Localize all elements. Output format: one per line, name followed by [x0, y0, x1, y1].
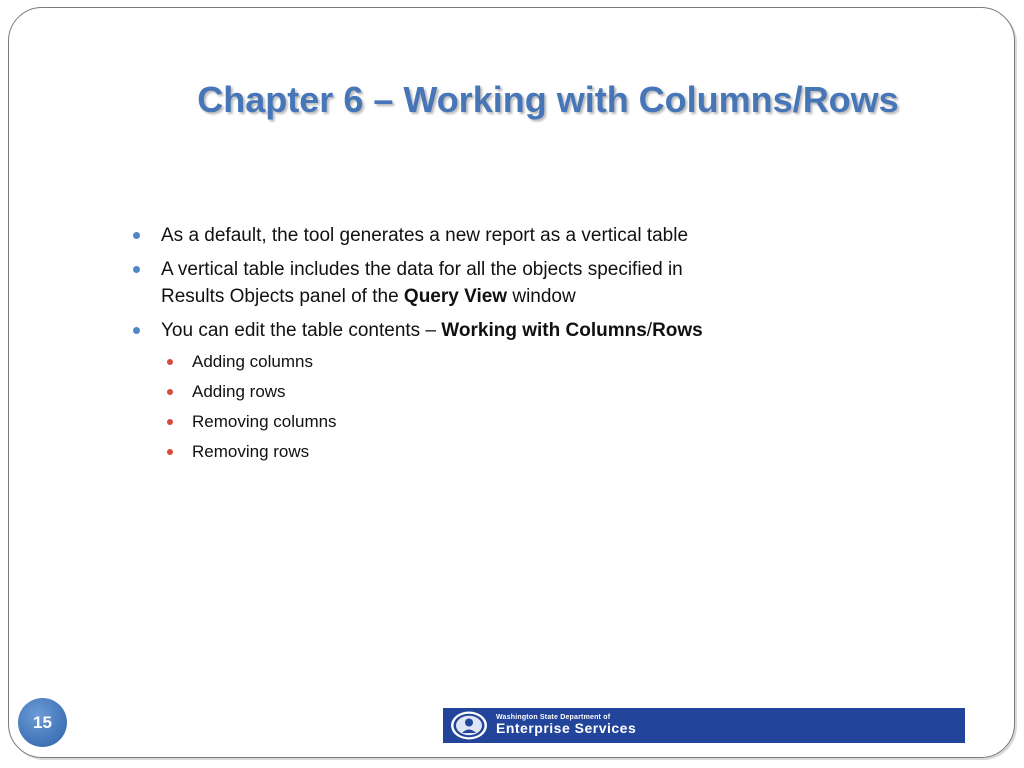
logo-big-text: Enterprise Services [496, 720, 637, 736]
sub-bullet-dot-icon [167, 359, 173, 365]
bullet-dot-icon [133, 266, 140, 273]
sub-bullet-item [130, 411, 850, 433]
logo-small-text: Washington State Department of [496, 714, 611, 721]
bullet-text-line1: A vertical table includes the data for all the objects specified in [161, 259, 683, 280]
sub-bullet-text: Removing columns [192, 412, 337, 431]
sub-bullet-item [130, 351, 850, 373]
sub-bullet-dot-icon [167, 389, 173, 395]
sub-bullet-text: Removing rows [192, 442, 310, 461]
sub-bullet-text: Adding columns [192, 352, 313, 371]
slide-content [130, 222, 850, 471]
sub-bullet-dot-icon [167, 419, 173, 425]
bullet-text: As a default, the tool generates a new report as a vertical table [161, 225, 689, 246]
footer-logo [443, 708, 965, 743]
bullet-text-line2-prefix: Results Objects panel of the [161, 286, 404, 307]
sub-bullet-item [130, 441, 850, 463]
bullet-text-suffix: window [507, 286, 576, 307]
slide-title: Chapter 6 – Working with Columns/Rows [197, 79, 899, 120]
bullet-text-bold: Query View [403, 286, 508, 307]
sub-bullet-item [130, 381, 850, 403]
bullet-dot-icon [133, 232, 140, 239]
bullet-text-prefix: You can edit the table contents – [161, 320, 442, 341]
bullet-text-bold: Working with Columns [441, 320, 647, 341]
bullet-item [130, 317, 850, 344]
page-number-badge: 15 [18, 698, 67, 747]
bullet-text-slash: / [646, 320, 653, 341]
bullet-item [130, 256, 850, 310]
state-seal-icon [449, 710, 489, 741]
sub-bullet-dot-icon [167, 449, 173, 455]
bullet-item [130, 222, 850, 249]
bullet-dot-icon [133, 327, 140, 334]
bullet-text-bold-2: Rows [652, 320, 703, 341]
sub-bullet-text: Adding rows [192, 382, 286, 401]
